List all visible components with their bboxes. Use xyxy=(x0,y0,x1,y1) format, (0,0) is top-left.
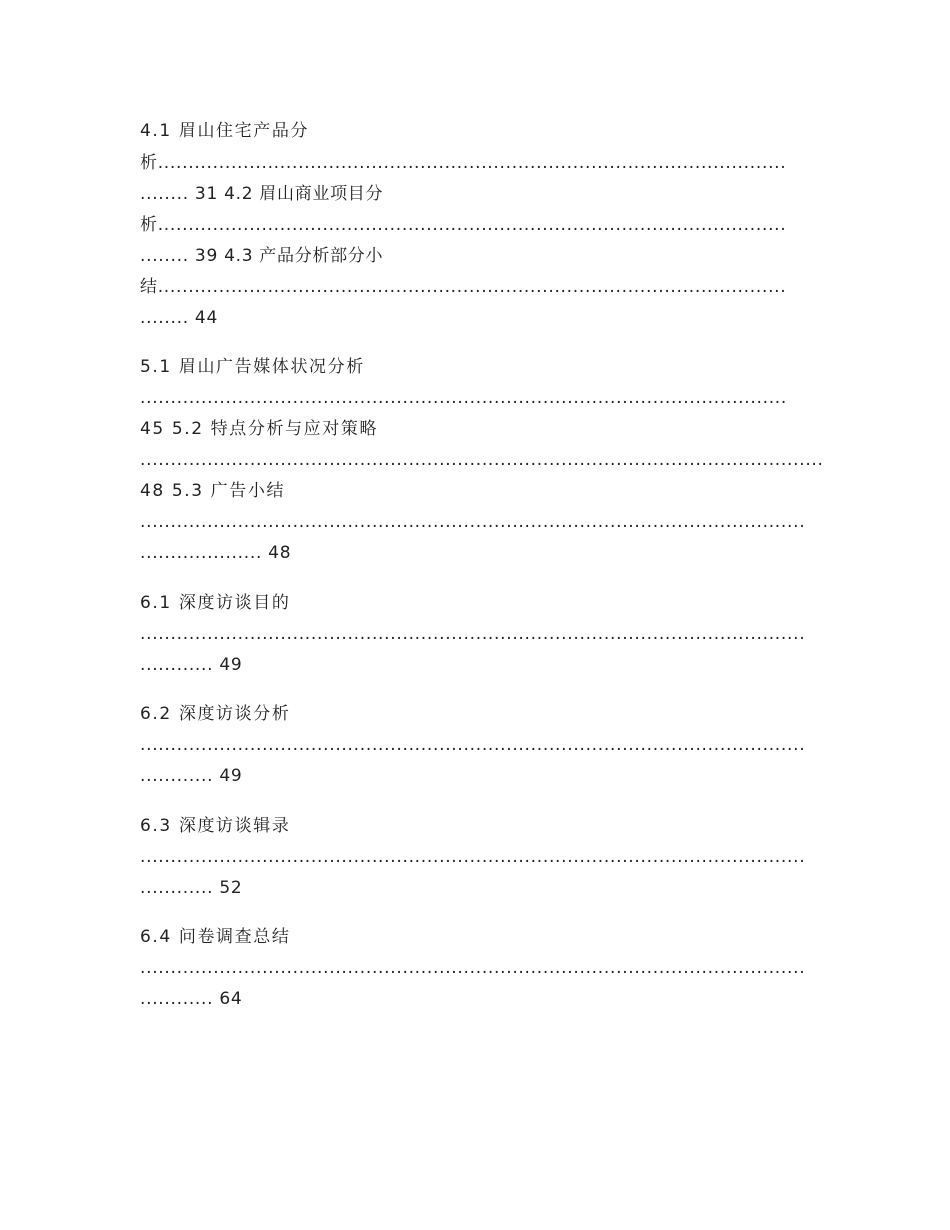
toc-leader-dots: 析....................................................................................................... xyxy=(140,215,787,235)
toc-entry-5-2-title: 45 5.2 特点分析与应对策略 xyxy=(140,419,379,439)
toc-page-number: ............ 49 xyxy=(140,766,243,786)
toc-entry-6-2-title: 6.2 深度访谈分析 xyxy=(140,704,291,724)
toc-entry-4-1-title: 4.1 眉山住宅产品分 xyxy=(140,121,310,141)
toc-leader-dots: .......................................................................................................... xyxy=(140,388,788,408)
toc-leader-dots: ............................................................................................................. xyxy=(140,624,806,644)
toc-leader-dots: 析....................................................................................................... xyxy=(140,153,787,173)
toc-entry-6-4-title: 6.4 问卷调查总结 xyxy=(140,927,291,947)
toc-leader-dots: ............................................................................................................. xyxy=(140,958,806,978)
toc-entry-5-1-title: 5.1 眉山广告媒体状况分析 xyxy=(140,357,365,377)
toc-leader-dots: ............................................................................................................. xyxy=(140,847,806,867)
toc-leader-dots: 结....................................................................................................... xyxy=(140,277,787,297)
toc-leader-dots: ................................................................................................................ xyxy=(140,450,824,470)
toc-entry-6-1-title: 6.1 深度访谈目的 xyxy=(140,593,291,613)
toc-page-number: .................... 48 xyxy=(140,543,292,563)
toc-entry-6-3-title: 6.3 深度访谈辑录 xyxy=(140,816,291,836)
toc-entry-4-3-title: ........ 39 4.3 产品分析部分小 xyxy=(140,246,384,266)
toc-page-number: ........ 44 xyxy=(140,308,218,328)
toc-leader-dots: ............................................................................................................. xyxy=(140,512,806,532)
toc-page-number: ............ 52 xyxy=(140,878,243,898)
toc-page-number: ............ 49 xyxy=(140,655,243,675)
toc-entry-5-3-title: 48 5.3 广告小结 xyxy=(140,481,286,501)
toc-leader-dots: ............................................................................................................. xyxy=(140,735,806,755)
toc-entry-4-2-title: ........ 31 4.2 眉山商业项目分 xyxy=(140,184,384,204)
toc-page-number: ............ 64 xyxy=(140,989,243,1009)
